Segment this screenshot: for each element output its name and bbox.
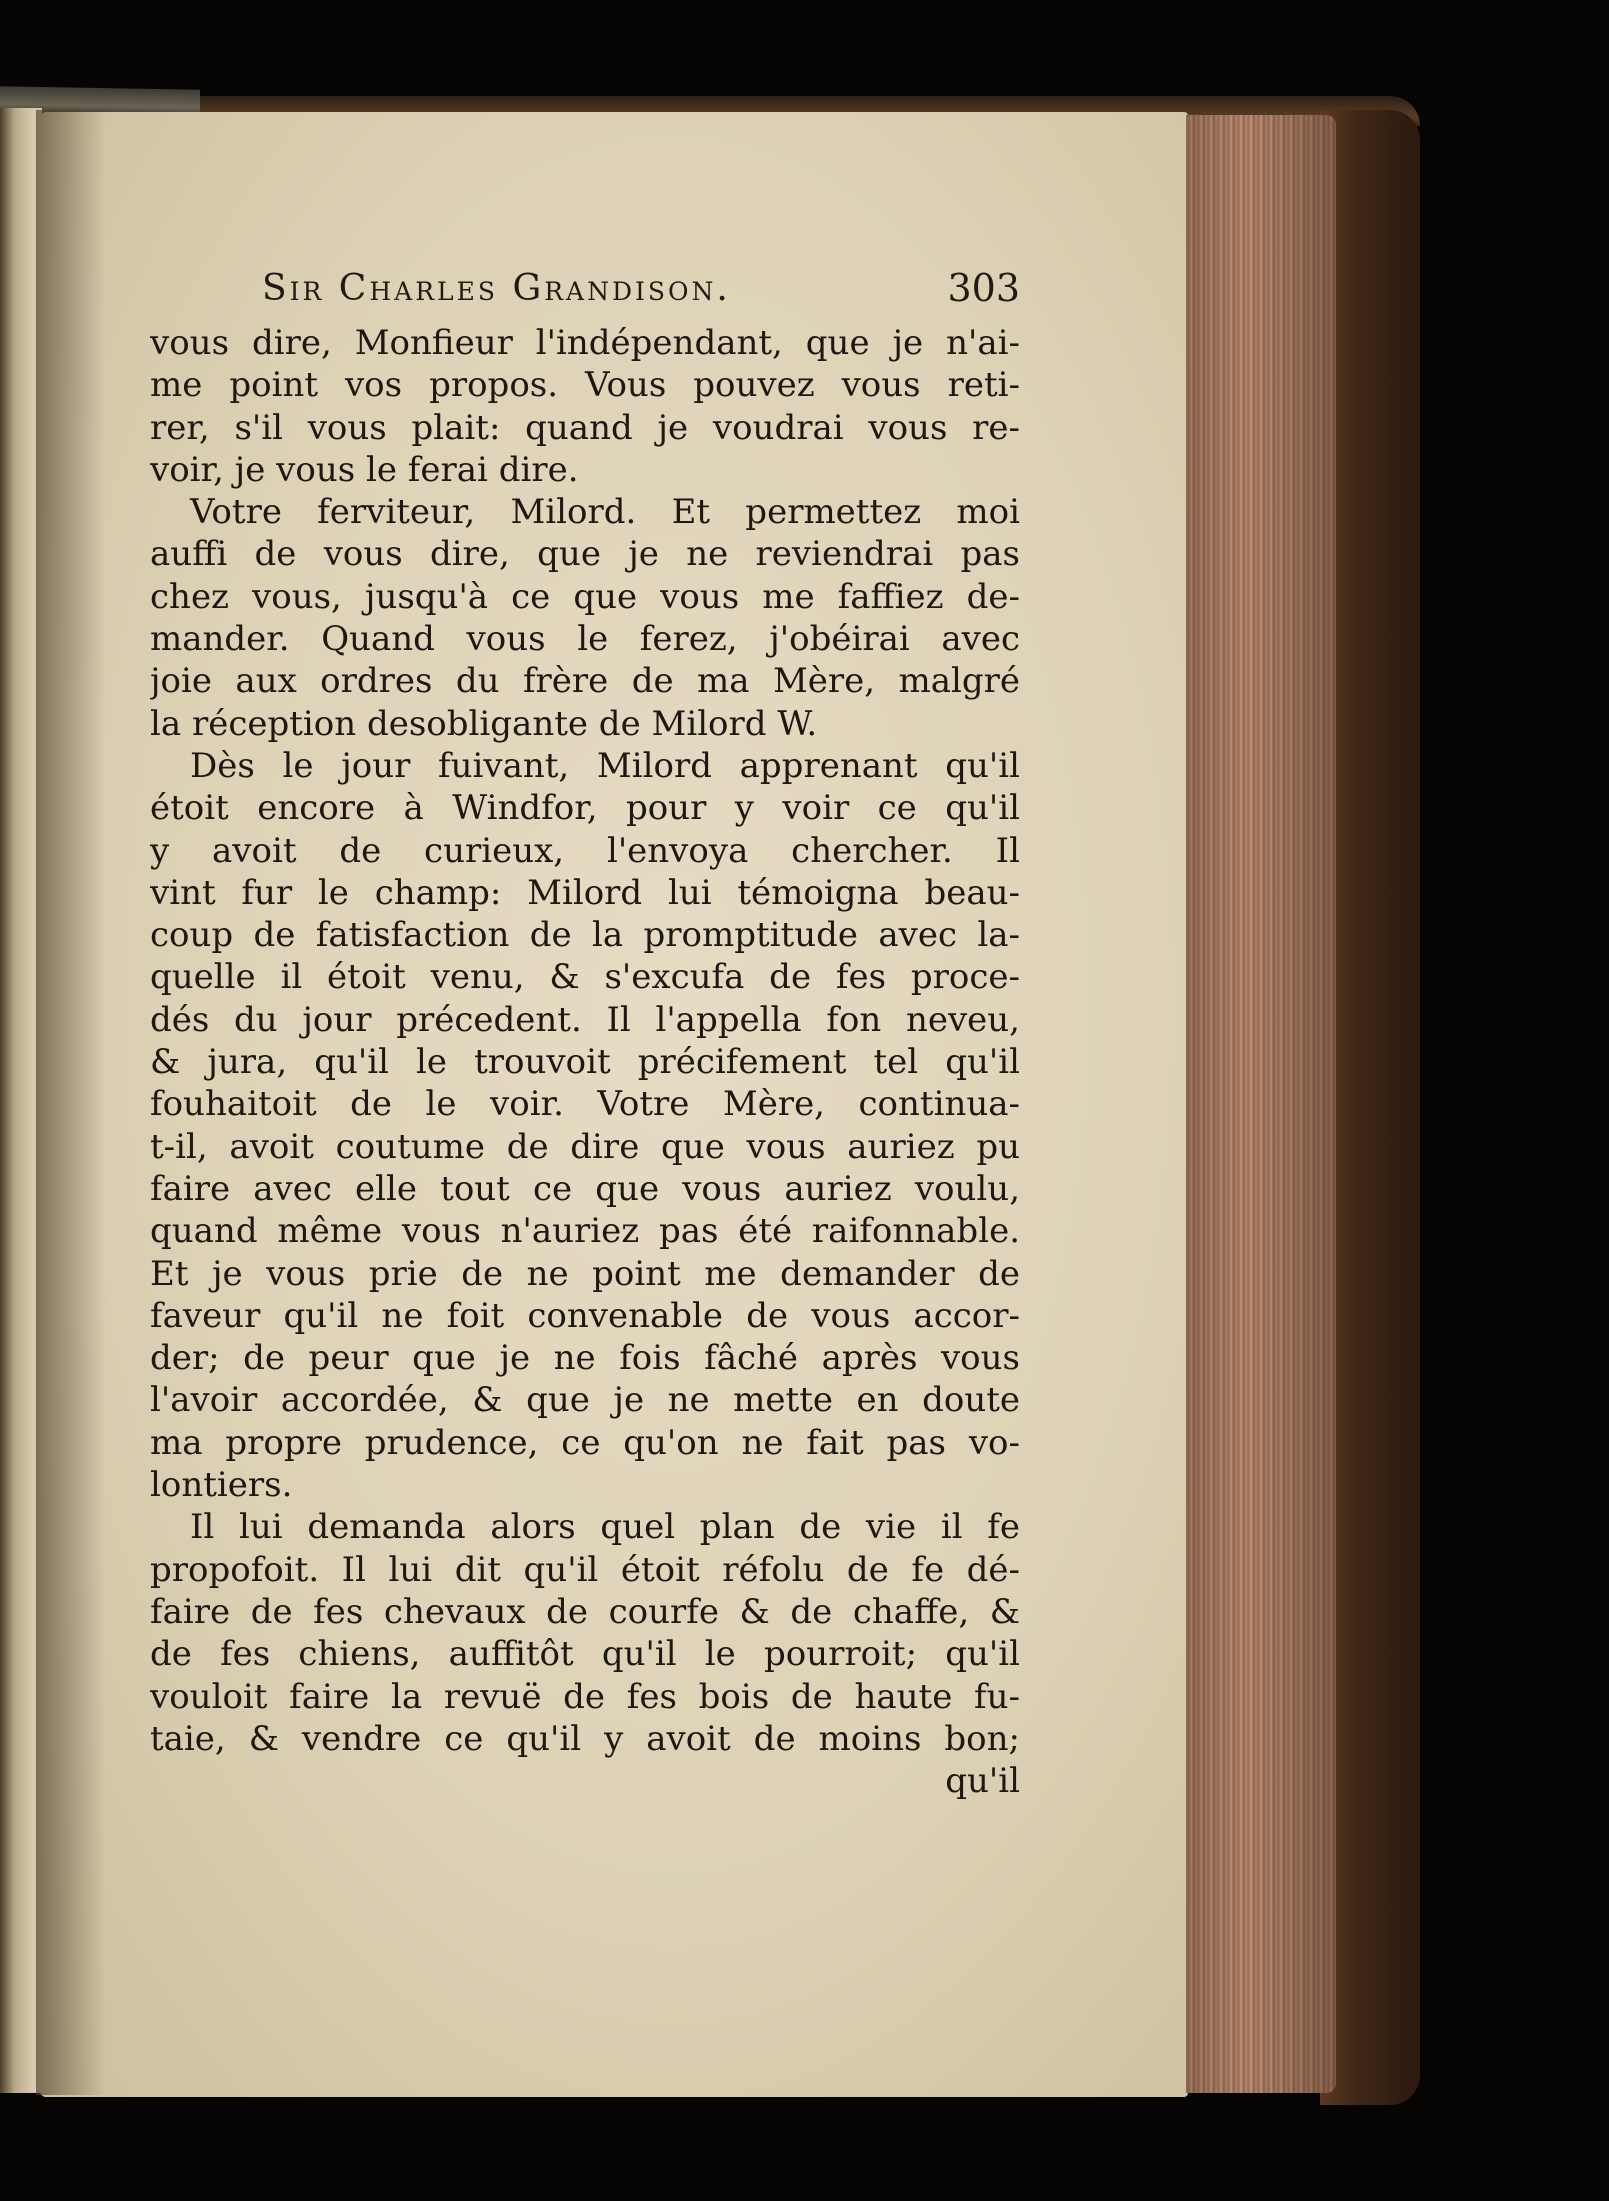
page-edges-shade — [1186, 115, 1336, 2093]
text-line: faire avec elle tout ce que vous auriez voulu, — [150, 1168, 1020, 1209]
text-line: Votre ferviteur, Milord. Et permettez moi — [190, 492, 1020, 533]
text-line: auffi de vous dire, que je ne reviendrai pas — [150, 534, 1020, 575]
text-line: joie aux ordres du frère de ma Mère, malgré — [150, 661, 1020, 702]
text-line: Il lui demanda alors quel plan de vie il fe — [190, 1507, 1020, 1548]
catchword: qu'il — [945, 1761, 1020, 1802]
page-header — [150, 262, 1020, 322]
page-number: 303 — [947, 266, 1020, 310]
text-line: Dès le jour fuivant, Milord apprenant qu'il — [190, 745, 1020, 786]
text-line: ma propre prudence, ce qu'on ne fait pas vo- — [150, 1422, 1020, 1463]
text-line: quand même vous n'auriez pas été raifonnable. — [150, 1211, 1020, 1252]
text-line: l'avoir accordée, & que je ne mette en doute — [150, 1380, 1020, 1421]
text-line: & jura, qu'il le trouvoit précifement tel qu'il — [150, 1042, 1020, 1083]
text-line: rer, s'il vous plait: quand je voudrai vous re- — [150, 407, 1020, 448]
text-line: faire de fes chevaux de courfe & de chaffe, & — [150, 1591, 1020, 1632]
text-line: Et je vous prie de ne point me demander de — [150, 1253, 1020, 1294]
text-line: der; de peur que je ne fois fâché après vous — [150, 1338, 1020, 1379]
text-line: fouhaitoit de le voir. Votre Mère, continua- — [150, 1084, 1020, 1125]
text-line: la réception desobligante de Milord W. — [150, 703, 818, 744]
text-line: vouloit faire la revuë de fes bois de haute fu- — [150, 1676, 1020, 1717]
text-line: dés du jour précedent. Il l'appella fon neveu, — [150, 999, 1020, 1040]
text-line: vint fur le champ: Milord lui témoigna beau- — [150, 872, 1020, 913]
text-block — [150, 262, 1020, 1802]
text-line: lontiers. — [150, 1465, 293, 1506]
text-line: mander. Quand vous le ferez, j'obéirai avec — [150, 619, 1020, 660]
text-line: me point vos propos. Vous pouvez vous reti- — [150, 365, 1020, 406]
text-line: vous dire, Monfieur l'indépendant, que je n'ai- — [150, 323, 1020, 363]
text-line: t-il, avoit coutume de dire que vous auriez pu — [150, 1126, 1020, 1167]
running-title: Sir Charles Grandison. — [262, 268, 731, 309]
text-line: coup de fatisfaction de la promptitude avec la- — [150, 915, 1020, 956]
text-line: de fes chiens, auffitôt qu'il le pourroit; qu'il — [150, 1634, 1020, 1675]
text-line: taie, & vendre ce qu'il y avoit de moins bon; — [150, 1718, 1020, 1759]
text-line: chez vous, jusqu'à ce que vous me faffiez de- — [150, 576, 1020, 617]
text-line: voir, je vous le ferai dire. — [150, 449, 579, 490]
text-line: étoit encore à Windfor, pour y voir ce qu'il — [150, 788, 1020, 829]
text-line: y avoit de curieux, l'envoya chercher. Il — [150, 830, 1020, 871]
page-gutter-shadow — [36, 110, 106, 2095]
body-text — [150, 322, 1020, 1760]
text-line: quelle il étoit venu, & s'excufa de fes proce- — [150, 957, 1020, 998]
text-line: faveur qu'il ne foit convenable de vous accor- — [150, 1295, 1020, 1336]
text-line: propofoit. Il lui dit qu'il étoit réfolu de fe dé- — [150, 1549, 1020, 1590]
